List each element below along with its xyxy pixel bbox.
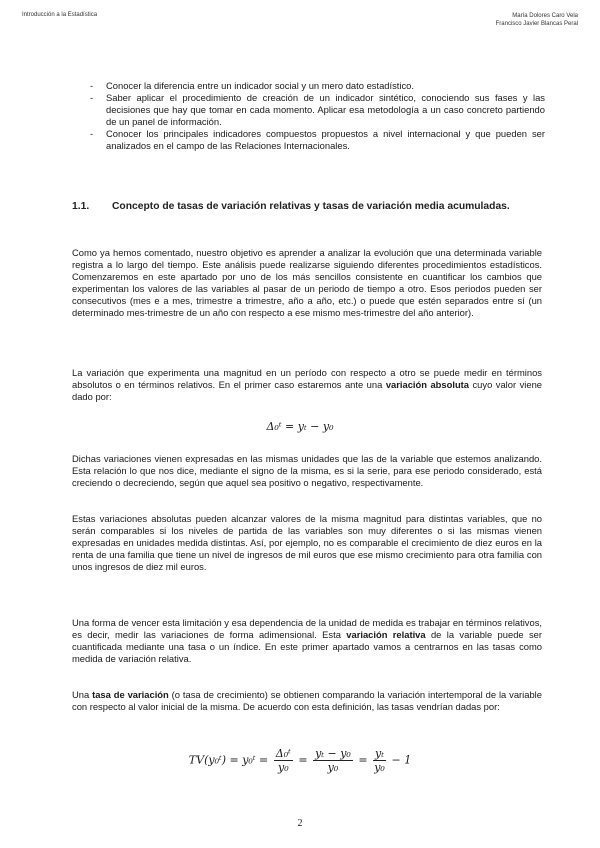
list-item: - Saber aplicar el procedimiento de creación de un indicador sintético, conociendo sus fases y las decisiones que hay que tomar en cada momento. Aplicar esa metodología a un caso concreto partiendo de un panel de información. [90, 92, 545, 128]
text-span: La variación que experimenta una magnitud en un período con respecto a otro se puede medir en términos absolutos o en términos relativos. En el primer caso estaremos ante una [72, 367, 542, 391]
paragraph-relative-variation [72, 617, 542, 665]
author-2: Francisco Javier Blancas Peral [495, 21, 578, 27]
running-header-left: Introducción a la Estadística [22, 12, 98, 18]
text-span: Una [72, 689, 93, 700]
numerator: Δ₀ᵗ [275, 747, 291, 760]
formula-tail: − 1 [391, 753, 412, 767]
formula-absolute-variation: Δ₀ᵗ = yₜ − y₀ [266, 420, 334, 433]
paragraph-absolute-variation [72, 367, 542, 403]
paragraph-rate-definition [72, 689, 542, 713]
list-item: - Conocer la diferencia entre un indicador social y un mero dato estadístico. [90, 80, 545, 92]
term-relative-variation: variación relativa [346, 629, 426, 641]
fraction-1 [274, 747, 293, 774]
objectives-list [90, 80, 545, 152]
fraction-3 [373, 747, 386, 774]
numerator: yₜ [375, 747, 384, 760]
list-item: - Conocer los principales indicadores compuestos propuestos a nivel internacional y que pueden ser analizados en el campo de las Relaciones Internacionales. [90, 128, 545, 152]
term-absolute-variation: variación absoluta [385, 379, 470, 391]
author-1: María Dolores Caro Vela [512, 13, 578, 19]
page-number: 2 [297, 818, 303, 829]
running-header-right [496, 12, 578, 28]
text-span: de la variable puede ser cuantificada mediante una tasa o un índice. En este primer apartado vamos a centrarnos en las tasas como medida de variación relativa. [72, 629, 543, 665]
text-span: (o tasa de crecimiento) se obtienen comparando la variación intertemporal de la variable con respecto al valor inicial de la misma. De acuerdo con esta definición, las tasas vendrían dadas por: [72, 689, 542, 713]
formula-lhs: TV(y₀ᵗ) = y₀ᵗ = [188, 753, 269, 767]
paragraph-intro: Como ya hemos comentado, nuestro objetivo es aprender a analizar la evolución que una determinada variable registra a lo largo del tiempo. Este análisis puede realizarse siguiendo diferentes procedimientos estadísticos. Comenzaremos en este apartado por uno de los más sencillos consistente en cuantificar los cambios que experimentan los valores de las variables al pasar de un periodo de tiempo a otro. Esos periodos pueden ser consecutivos (mes e a mes, trimestre a trimestre, año a año, etc.) o puede que estén separados entre sí (un determinado mes-trimestre de un año con respecto a ese mismo mes-trimestre del año anterior). [72, 247, 542, 319]
text-span: cuyo valor viene dado por: [72, 379, 542, 403]
paragraph-units: Dichas variaciones vienen expresadas en las mismas unidades que las de la variable que estemos analizando. Esta relación lo que nos dice, mediante el signo de la misma, es si la serie, para ese periodo considerado, está creciendo o decreciendo, según que aquel sea positivo o negativo, respectivamente. [72, 453, 542, 489]
numerator: yₜ − y₀ [315, 747, 351, 760]
denominator: y₀ [277, 761, 289, 774]
paragraph-comparability: Estas variaciones absolutas pueden alcanzar valores de la misma magnitud para distintas variables, que no serán comparables si los niveles de partida de las variables son muy diferentes o si las mismas vienen expresadas en unidades medida distintas. Así, por ejemplo, no es comparable el crecimiento de diez euros en la renta de una familia que tiene un nivel de ingresos de mil euros que ese mismo crecimiento para otra familia con unos ingresos de diez mil euros. [72, 513, 542, 573]
denominator: y₀ [374, 761, 385, 774]
section-number: 1.1. [72, 201, 90, 212]
term-rate-of-variation: tasa de variación [92, 689, 169, 700]
fraction-2 [313, 747, 353, 774]
formula-rate-of-variation: TV(y₀ᵗ) = y₀ᵗ = $\frac{\text{Δ₀ᵗ}}{\text{y₀}}$ = $\frac{\text{yₜ − y₀}}{\text{y₀}}$ = $\frac{\text{yₜ}}{\text{y₀}}$ − 1 [188, 747, 412, 774]
section-title: Concepto de tasas de variación relativas y tasas de variación media acumuladas. [112, 201, 510, 212]
section-heading [72, 200, 542, 213]
text-span: Una forma de vencer esta limitación y esa dependencia de la unidad de medida es trabajar en términos relativos, es decir, medir las variaciones de forma adimensional. Esta [72, 617, 542, 641]
denominator: y₀ [327, 761, 339, 774]
